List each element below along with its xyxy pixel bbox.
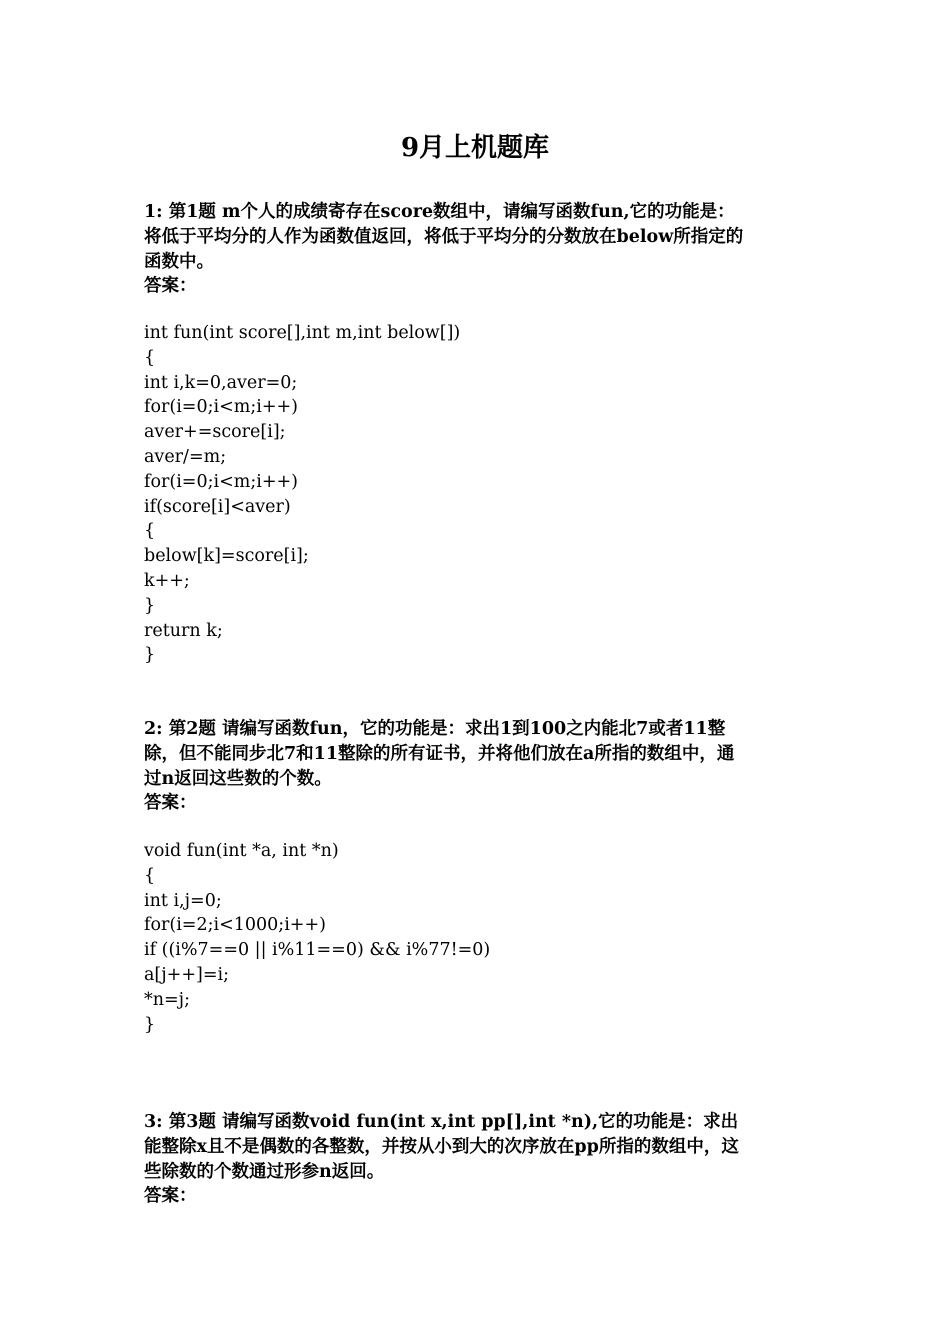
code-line: aver/=m; <box>144 446 227 467</box>
question-line: 2: 第2题 请编写函数fun，它的功能是：求出1到100之内能北7或者11整 <box>144 719 726 739</box>
code-line: { <box>144 521 156 542</box>
answer-label: 答案： <box>144 1186 197 1207</box>
question-2-code <box>144 839 814 1037</box>
answer-label: 答案： <box>144 276 197 297</box>
code-line: *n=j; <box>144 989 191 1010</box>
code-line: { <box>144 865 156 886</box>
code-line: if(score[i]<aver) <box>144 496 291 517</box>
code-line: if ((i%7==0 || i%11==0) && i%77!=0) <box>144 940 491 961</box>
code-line: a[j++]=i; <box>144 964 229 985</box>
code-line: } <box>144 1014 156 1035</box>
question-2-text <box>144 717 814 816</box>
code-line: int fun(int score[],int m,int below[]) <box>144 323 461 343</box>
code-line: for(i=0;i<m;i++) <box>144 397 298 418</box>
code-line: void fun(int *a, int *n) <box>144 841 339 861</box>
code-line: } <box>144 645 156 666</box>
code-line: int i,j=0; <box>144 890 222 911</box>
question-line: 除，但不能同步北7和11整除的所有证书，并将他们放在a所指的数组中，通 <box>144 743 735 764</box>
question-line: 1: 第1题 m个人的成绩寄存在score数组中，请编写函数fun,它的功能是： <box>144 202 735 222</box>
code-line: int i,k=0,aver=0; <box>144 372 298 393</box>
code-line: aver+=score[i]; <box>144 422 286 443</box>
answer-label: 答案： <box>144 793 197 814</box>
question-3-text <box>144 1110 814 1209</box>
code-line: return k; <box>144 620 223 641</box>
code-line: k++; <box>144 570 190 591</box>
question-1-code <box>144 321 814 668</box>
code-line: { <box>144 347 156 368</box>
question-line: 能整除x且不是偶数的各整数，并按从小到大的次序放在pp所指的数组中，这 <box>144 1136 739 1157</box>
question-line: 些除数的个数通过形参n返回。 <box>144 1161 385 1182</box>
code-line: below[k]=score[i]; <box>144 546 309 567</box>
question-1-text <box>144 200 814 299</box>
question-line: 3: 第3题 请编写函数void fun(int x,int pp[],int *n),它的功能是：求出 <box>144 1112 739 1132</box>
code-line: } <box>144 595 156 616</box>
page-title: 9月上机题库 <box>400 133 550 163</box>
question-line: 函数中。 <box>144 251 214 272</box>
question-line: 过n返回这些数的个数。 <box>144 768 332 789</box>
code-line: for(i=2;i<1000;i++) <box>144 915 326 936</box>
question-line: 将低于平均分的人作为函数值返回，将低于平均分的分数放在below所指定的 <box>144 226 744 247</box>
code-line: for(i=0;i<m;i++) <box>144 471 298 492</box>
